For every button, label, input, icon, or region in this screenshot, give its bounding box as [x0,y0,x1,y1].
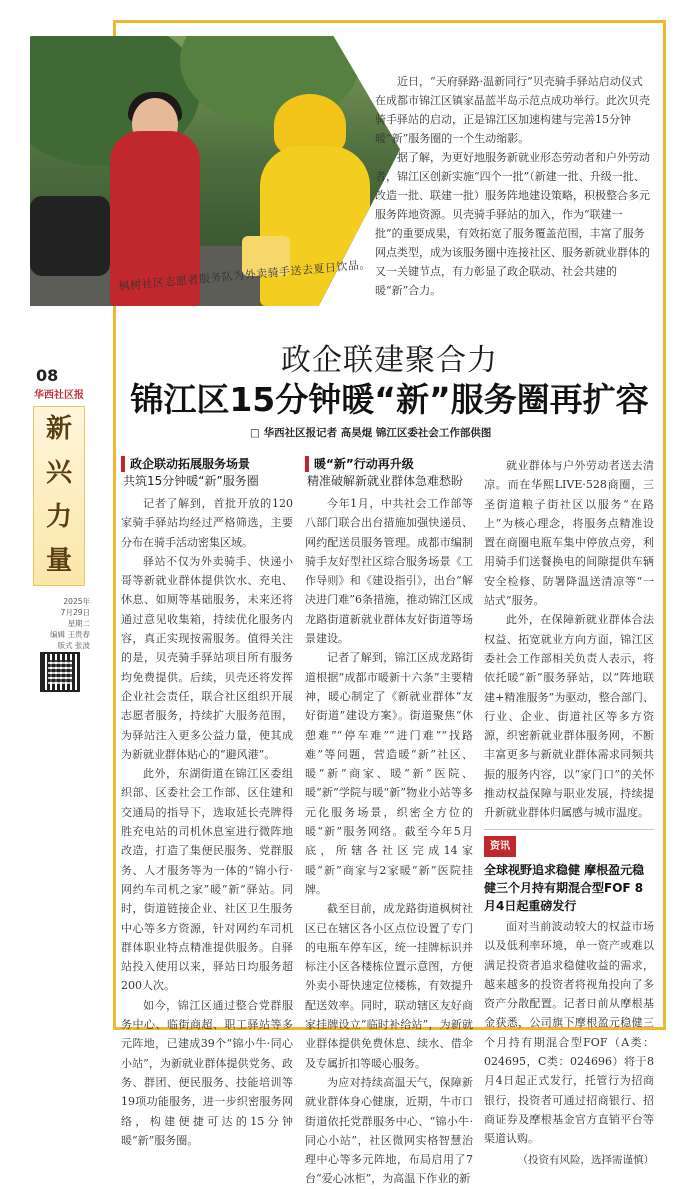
headline-line1: 政企联建聚合力 [281,343,498,378]
paragraph: 记者了解到，锦江区成龙路街道根据“成都市暖新十六条”主要精神，暖心制定了《新就业群体“友好街道”建设方案》。街道聚焦“休憩难”“停车难”“进门难”“找路难”等问题，营造暖“新”社区、暖“新”商家、暖“新”医院、暖“新”学院与暖“新”物业小站等多元化服务场景，织密全方位的暖“新”服务网络。截至今年5月底，所辖各社区完成14家暖“新”商家与2家暖“新”医院挂牌。 [305,651,473,896]
news-disclaimer: （投资有风险，选择需谨慎） [517,1153,654,1166]
paragraph: 此外，东湖街道在锦江区委组织部、区委社会工作部、区住建和交通局的指导下，选取延长壳牌得胜充电站的司机休息室进行微阵地改造，打造了集便民服务、党群服务、人才服务等为一体的“锦小行·网约车司机之家”暖“新”驿站。同时，街道链接企业、社区卫生服务中心等多方资源，针对网约车司机群体职业特点精准提供服务。自驿站投入使用以来，驿站日均服务超200人次。 [121,767,293,993]
paragraph: 此外，在保障新就业群体合法权益、拓宽就业方向方面，锦江区委社会工作部相关负责人表示，将依托暖“新”服务驿站，以“阵地联建+精准服务”为驱动，整合部门、行业、企业、街道社区等多方资源，织密新就业群体服务网，不断丰富更多与新就业群体需求同频共振的服务内容，以“家门口”的关怀推动权益保障与职业发展，持续提升新就业群体归属感与城市温度。 [484,613,654,820]
paragraph: 记者了解到，首批开放的120家骑手驿站均经过严格筛选，主要分布在骑手活动密集区域。 [121,497,293,549]
qr-code-icon [40,652,80,692]
news-tag: 资讯 [484,836,516,857]
page-number: 08 [36,366,59,385]
paragraph: 今年1月，中共社会工作部等八部门联合出台措施加强快递员、网约配送员服务管理。成都市编制骑手友好型社区综合服务场景《工作导则》和《建设指引》，出台“解决进门难”6条措施，推动锦江区成龙路街道新就业群体友好街道等场景建设。 [305,497,473,646]
section-char: 量 [45,546,72,576]
intro-paragraph: 据了解，为更好地服务新就业形态劳动者和户外劳动者，锦江区创新实施“四个一批”（新建一批、升级一批、改造一批、联建一批）服务阵地建设策略，积极整合多元服务阵地资源。贝壳骑手驿站的加入，作为“联建一批”的重要成果，有效拓宽了服务覆盖范围，丰富了服务网点类型，成为该服务圈中连接社区、服务新就业群体的又一关键节点，有力彰显了政企联动、社会共建的暖“新”合力。 [375,151,650,297]
section-header [305,456,473,490]
section-char: 力 [45,502,72,532]
weekday: 星期二 [67,619,90,628]
section-heading: 暖“新”行动再升级 [305,456,473,472]
editor: 编辑 王贵春 [50,630,90,639]
date-monthday: 7月29日 [60,608,90,617]
section-title [33,406,85,586]
column-2 [305,456,473,1189]
paragraph: 截至目前，成龙路街道枫树社区已在辖区各小区点位设置了专门的电瓶车停车区，统一挂牌标识并标注小区各楼栋位置示意图，方便外卖小哥快速定位楼栋，有效提升配送效率。同时，联动辖区友好商家挂牌设立“临时补给站”，为新就业群体提供免费休息、续水、借伞及专属折扣等暖心服务。 [305,902,473,1070]
paragraph: 就业群体与户外劳动者送去清凉。而在华熙LIVE·528商圈，三圣街道粮子街社区以服务“在路上”为核心理念，将服务点精准设置在商圈电瓶车集中停放点旁，利用骑手们送餐换电的间隙提供车辆安全检修、防署降温送清凉等“一站式”服务。 [484,459,654,608]
paper-name: 华西社区报 [34,390,84,401]
designer: 版式 张波 [57,641,90,650]
column-1 [121,456,293,1150]
date-year: 2025年 [63,597,90,606]
news-paragraph: 面对当前波动较大的权益市场以及低利率环境，单一资产或难以满足投资者追求稳健收益的需求，越来越多的投资者将视角投向了多资产分散配置。记者日前从摩根基金获悉，公司旗下摩根盈元稳健三个月持有期混合型FOF（A类：024695，C类：024696）将于8月4日起正式发行，托管行为招商银行，投资者可通过招商银行、招商证券及摩根基金官方直销平台等渠道认购。 [484,919,654,1146]
section-subheading: 共筑15分钟暖“新”服务圈 [123,474,259,488]
section-subheading: 精准破解新就业群体急难愁盼 [307,474,464,488]
headline-line2: 锦江区15分钟暖“新”服务圈再扩容 [130,380,649,419]
byline: □ 华西社区报记者 高昊焜 锦江区委社会工作部供图 [250,427,492,439]
section-char: 兴 [45,458,72,488]
section-char: 新 [45,414,72,444]
paragraph: 为应对持续高温天气，保障新就业群体身心健康，近期，牛市口街道依托党群服务中心、“锦小牛·同心小站”，社区微网实格智慧治理中心等多元阵地，布局启用了7台“爱心冰柜”，为高温下作业的新 [305,1075,473,1186]
column-3 [484,456,654,1170]
news-title: 全球视野追求稳健 摩根盈元稳健三个月持有期混合型FOF 8月4日起重磅发行 [484,862,645,913]
intro-paragraph: 近日，“天府驿路·温新同行”贝壳骑手驿站启动仪式在成都市锦江区镇家晶蓝半岛示范点成功举行。此次贝壳骑手驿站的启动，正是锦江区加速构建与完善15分钟暖“新”服务圈的一个生动缩影。 [375,75,650,145]
divider [484,829,654,830]
section-header [121,456,293,490]
edition-info [30,596,90,651]
paragraph: 如今，锦江区通过整合党群服务中心、临街商超、职工驿站等多元阵地，已建成39个“锦小牛·同心小站”，为新就业群体提供党务、政务、群团、便民服务、技能培训等19项功能服务，进一步织密服务网络，构建便捷可达的15分钟暖“新”服务圈。 [121,998,293,1147]
photo-caption: 枫树社区志愿者服务队为外卖骑手送去夏日饮品。 [118,257,372,293]
intro-text [375,72,650,300]
section-heading: 政企联动拓展服务场景 [121,456,293,472]
paragraph: 驿站不仅为外卖骑手、快递小哥等新就业群体提供饮水、充电、休息、如厕等基础服务，未来还将通过意见收集箱，持续优化服务内容，真正实现按需服务。值得关注的是，贝壳骑手驿站项目所有服务均免费提供。后续，贝壳还将发挥企业社会责任，联合社区组织开展志愿者服务，持续扩大服务范围，为驿站注入更多公益力量，使其成为新就业群体贴心的“避风港”。 [121,554,293,761]
